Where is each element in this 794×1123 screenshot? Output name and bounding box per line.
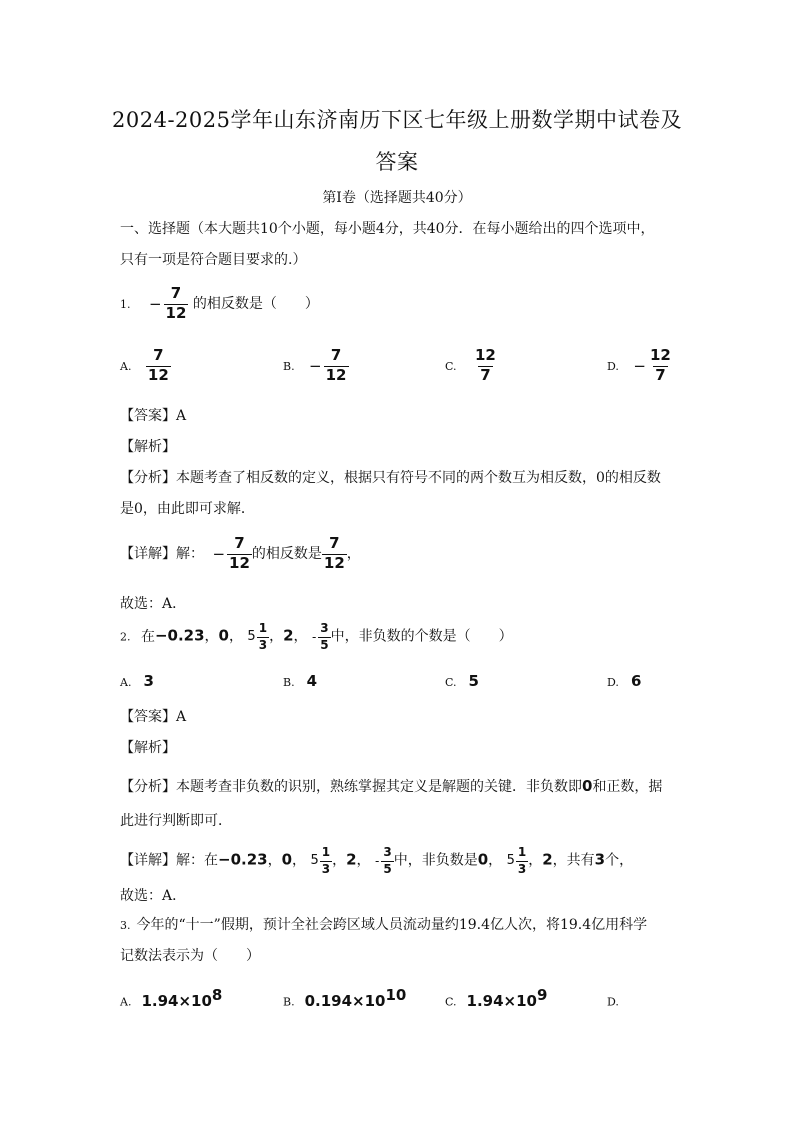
- fraction: $\frac{7}{12}$: [147, 346, 169, 384]
- q3-option-a[interactable]: A. $1.94\times 10^8$: [120, 986, 223, 1010]
- q3-option-b[interactable]: B. $0.194\times 10^{10}$: [283, 986, 407, 1010]
- fraction: $\frac{7}{12}$: [165, 284, 187, 322]
- mixed-number: 5 $\frac{1}{3}$: [247, 621, 268, 652]
- question-1-stem: [120, 286, 319, 322]
- question-3-line1: 3. 今年的“十一”假期，预计全社会跨区域人员流动量约19.4亿人次，将19.4亿用科学: [120, 917, 648, 933]
- q1-fenxi-line2: 是0，由此即可求解．: [120, 501, 255, 517]
- question-text: 的相反数是（ ）: [192, 295, 319, 312]
- fraction: $\frac{7}{12}$: [323, 534, 345, 572]
- fraction: $\frac{7}{12}$: [229, 534, 250, 572]
- q1-option-d[interactable]: D. − $\frac{12}{7}$: [607, 346, 671, 384]
- fraction: $\frac{12}{7}$: [474, 346, 496, 384]
- q2-detail: 【详解】解：在−0.23，0， 5 $\frac{1}{3}$ ，2， - $\frac{3}{5}$ 中，非负数是0， 5 $\frac{1}{3}$ ，2，共有3个，: [120, 845, 634, 876]
- fraction: $\frac{12}{7}$: [649, 346, 671, 384]
- negative-sign: −: [148, 294, 162, 313]
- q2-option-c[interactable]: C. 5: [445, 672, 479, 690]
- q1-option-a[interactable]: A. $\frac{7}{12}$: [120, 346, 169, 384]
- q1-option-b[interactable]: B. − $\frac{7}{12}$: [283, 346, 347, 384]
- question-3-line2: 记数法表示为（ ）: [120, 948, 260, 964]
- question-2-stem: 2. 在−0.23，0， 5 $\frac{1}{3}$ ，2， - $\frac{3}{5}$ 中，非负数的个数是（ ）: [120, 621, 513, 652]
- q2-option-d[interactable]: D. 6: [607, 672, 642, 690]
- q2-option-a[interactable]: A. 3: [120, 672, 154, 690]
- fraction: $\frac{7}{12}$: [325, 346, 347, 384]
- q1-answer: 【答案】A: [120, 408, 187, 424]
- q2-choose: 故选：A．: [120, 888, 187, 904]
- q3-option-d[interactable]: D.: [607, 995, 619, 1009]
- q1-option-c[interactable]: C. $\frac{12}{7}$: [445, 346, 496, 384]
- fraction: $\frac{3}{5}$: [320, 621, 329, 652]
- question-number: 1.: [120, 297, 131, 311]
- doc-title-line1: 2024-2025学年山东济南历下区七年级上册数学期中试卷及: [112, 108, 682, 132]
- instruction-line2: 只有一项是符合题目要求的.）: [120, 252, 307, 268]
- q1-analysis-tag: 【解析】: [120, 439, 176, 455]
- q3-option-c[interactable]: C. $1.94\times 10^9$: [445, 986, 548, 1010]
- instruction-line1: 一、选择题（本大题共10个小题，每小题4分，共40分．在每小题给出的四个选项中，: [120, 221, 655, 237]
- q2-fenxi-line2: 此进行判断即可．: [120, 813, 232, 829]
- q1-choose: 故选：A．: [120, 596, 187, 612]
- q2-option-b[interactable]: B. 4: [283, 672, 318, 690]
- q2-answer: 【答案】A: [120, 709, 187, 725]
- q2-analysis-tag: 【解析】: [120, 740, 176, 756]
- q1-fenxi-line1: 【分析】本题考查了相反数的定义，根据只有符号不同的两个数互为相反数，0的相反数: [120, 470, 661, 486]
- q1-detail: 【详解】解： − $\frac{7}{12}$ 的相反数是 $\frac{7}{12}$ ，: [120, 534, 361, 572]
- q2-fenxi-line1: 【分析】本题考查非负数的识别，熟练掌握其定义是解题的关键．非负数即0和正数，据: [120, 777, 663, 795]
- section-heading: 第Ⅰ卷（选择题共40分）: [322, 190, 472, 206]
- doc-title-line2: 答案: [375, 150, 419, 174]
